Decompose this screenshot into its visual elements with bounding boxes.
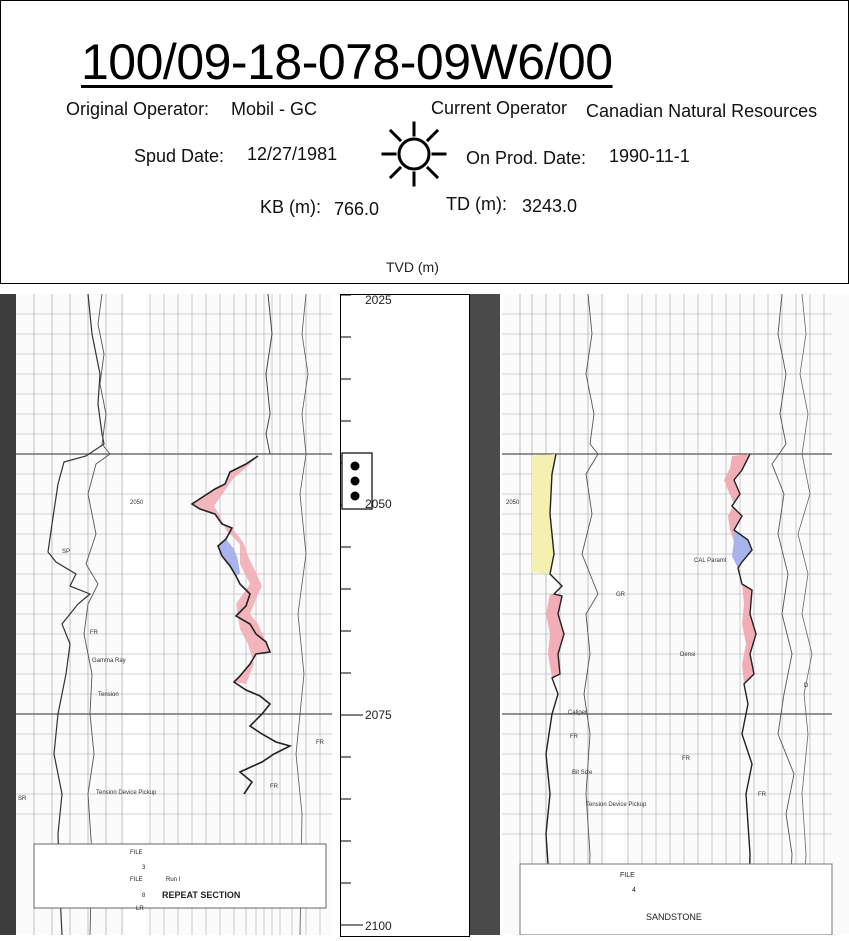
left-log-annotation: 3 xyxy=(142,865,146,871)
depth-label-2100: 2100 xyxy=(365,919,392,933)
current-operator-label: Current Operator xyxy=(431,98,568,118)
right-log-depth-mark: 2050 xyxy=(506,500,520,506)
right-log-annotation: FR xyxy=(758,792,766,798)
right-log-annotation: GR xyxy=(616,592,625,598)
well-uwi-title: 100/09-18-078-09W6/00 xyxy=(81,34,613,90)
left-log-annotation: FR xyxy=(90,630,98,636)
td-value: 3243.0 xyxy=(522,196,578,216)
spud-date-value: 12/27/1981 xyxy=(247,144,338,164)
left-log-annotation: LR xyxy=(136,906,144,912)
left-log-annotation: FILE xyxy=(130,877,143,883)
left-log-annotation: FR xyxy=(316,740,324,746)
left-log-annotation: FILE xyxy=(130,850,143,856)
right-log-annotation: D xyxy=(804,683,809,689)
perforation-dot xyxy=(351,492,360,501)
depth-label-2025: 2025 xyxy=(365,293,392,307)
depth-track-svg xyxy=(341,295,469,936)
left-log-annotation: Run I xyxy=(166,877,181,883)
right-log-annotation: FR xyxy=(682,756,690,762)
right-log-image xyxy=(502,294,849,935)
middle-frame-bar xyxy=(470,294,500,935)
on-prod-date-label: On Prod. Date: xyxy=(466,148,587,168)
perforation-dot xyxy=(351,462,360,471)
well-header xyxy=(0,0,849,284)
original-operator-value: Mobil - GC xyxy=(231,99,318,119)
left-log-annotation: REPEAT SECTION xyxy=(162,890,241,900)
kb-label: KB (m): xyxy=(260,197,321,217)
left-log-annotation: SR xyxy=(18,796,27,802)
tvd-axis-title: TVD (m) xyxy=(386,259,439,275)
right-log-annotation: Caliper xyxy=(568,710,588,716)
left-log-depth-mark: 2050 xyxy=(130,500,144,506)
right-log-svg xyxy=(502,294,849,935)
left-log-annotation: Gamma Ray xyxy=(92,658,126,664)
depth-track xyxy=(340,294,470,937)
on-prod-date-value: 1990-11-1 xyxy=(609,146,690,166)
original-operator-label: Original Operator: xyxy=(66,99,210,119)
spud-date-label: Spud Date: xyxy=(134,146,225,166)
left-log-annotation: Tension Device Pickup xyxy=(96,790,157,796)
left-log-svg xyxy=(0,294,332,935)
current-operator-value: Canadian Natural Resources xyxy=(586,101,818,121)
right-log-annotation: Tension Device Pickup xyxy=(586,802,647,808)
right-log-annotation: SANDSTONE xyxy=(646,912,702,922)
left-log-annotation: FR xyxy=(270,784,278,790)
left-log-image xyxy=(0,294,332,935)
perforation-dot xyxy=(351,477,360,486)
left-log-annotation: SP xyxy=(62,549,71,555)
right-log-annotation: Densi xyxy=(680,652,696,658)
right-log-annotation: 4 xyxy=(632,887,636,894)
depth-label-2075: 2075 xyxy=(365,708,392,722)
depth-label-2050: 2050 xyxy=(365,497,392,511)
left-log-annotation: 8 xyxy=(142,893,146,899)
sun-icon xyxy=(381,121,447,187)
right-log-annotation: FILE xyxy=(620,872,635,879)
left-frame-bar xyxy=(0,294,16,935)
left-log-annotation: Tension xyxy=(98,692,119,698)
kb-value: 766.0 xyxy=(334,199,380,219)
right-log-annotation: CAL Paramt xyxy=(694,558,727,564)
right-log-annotation: FR xyxy=(570,734,578,740)
right-log-annotation: Bit Size xyxy=(572,770,593,776)
td-label: TD (m): xyxy=(446,194,507,214)
